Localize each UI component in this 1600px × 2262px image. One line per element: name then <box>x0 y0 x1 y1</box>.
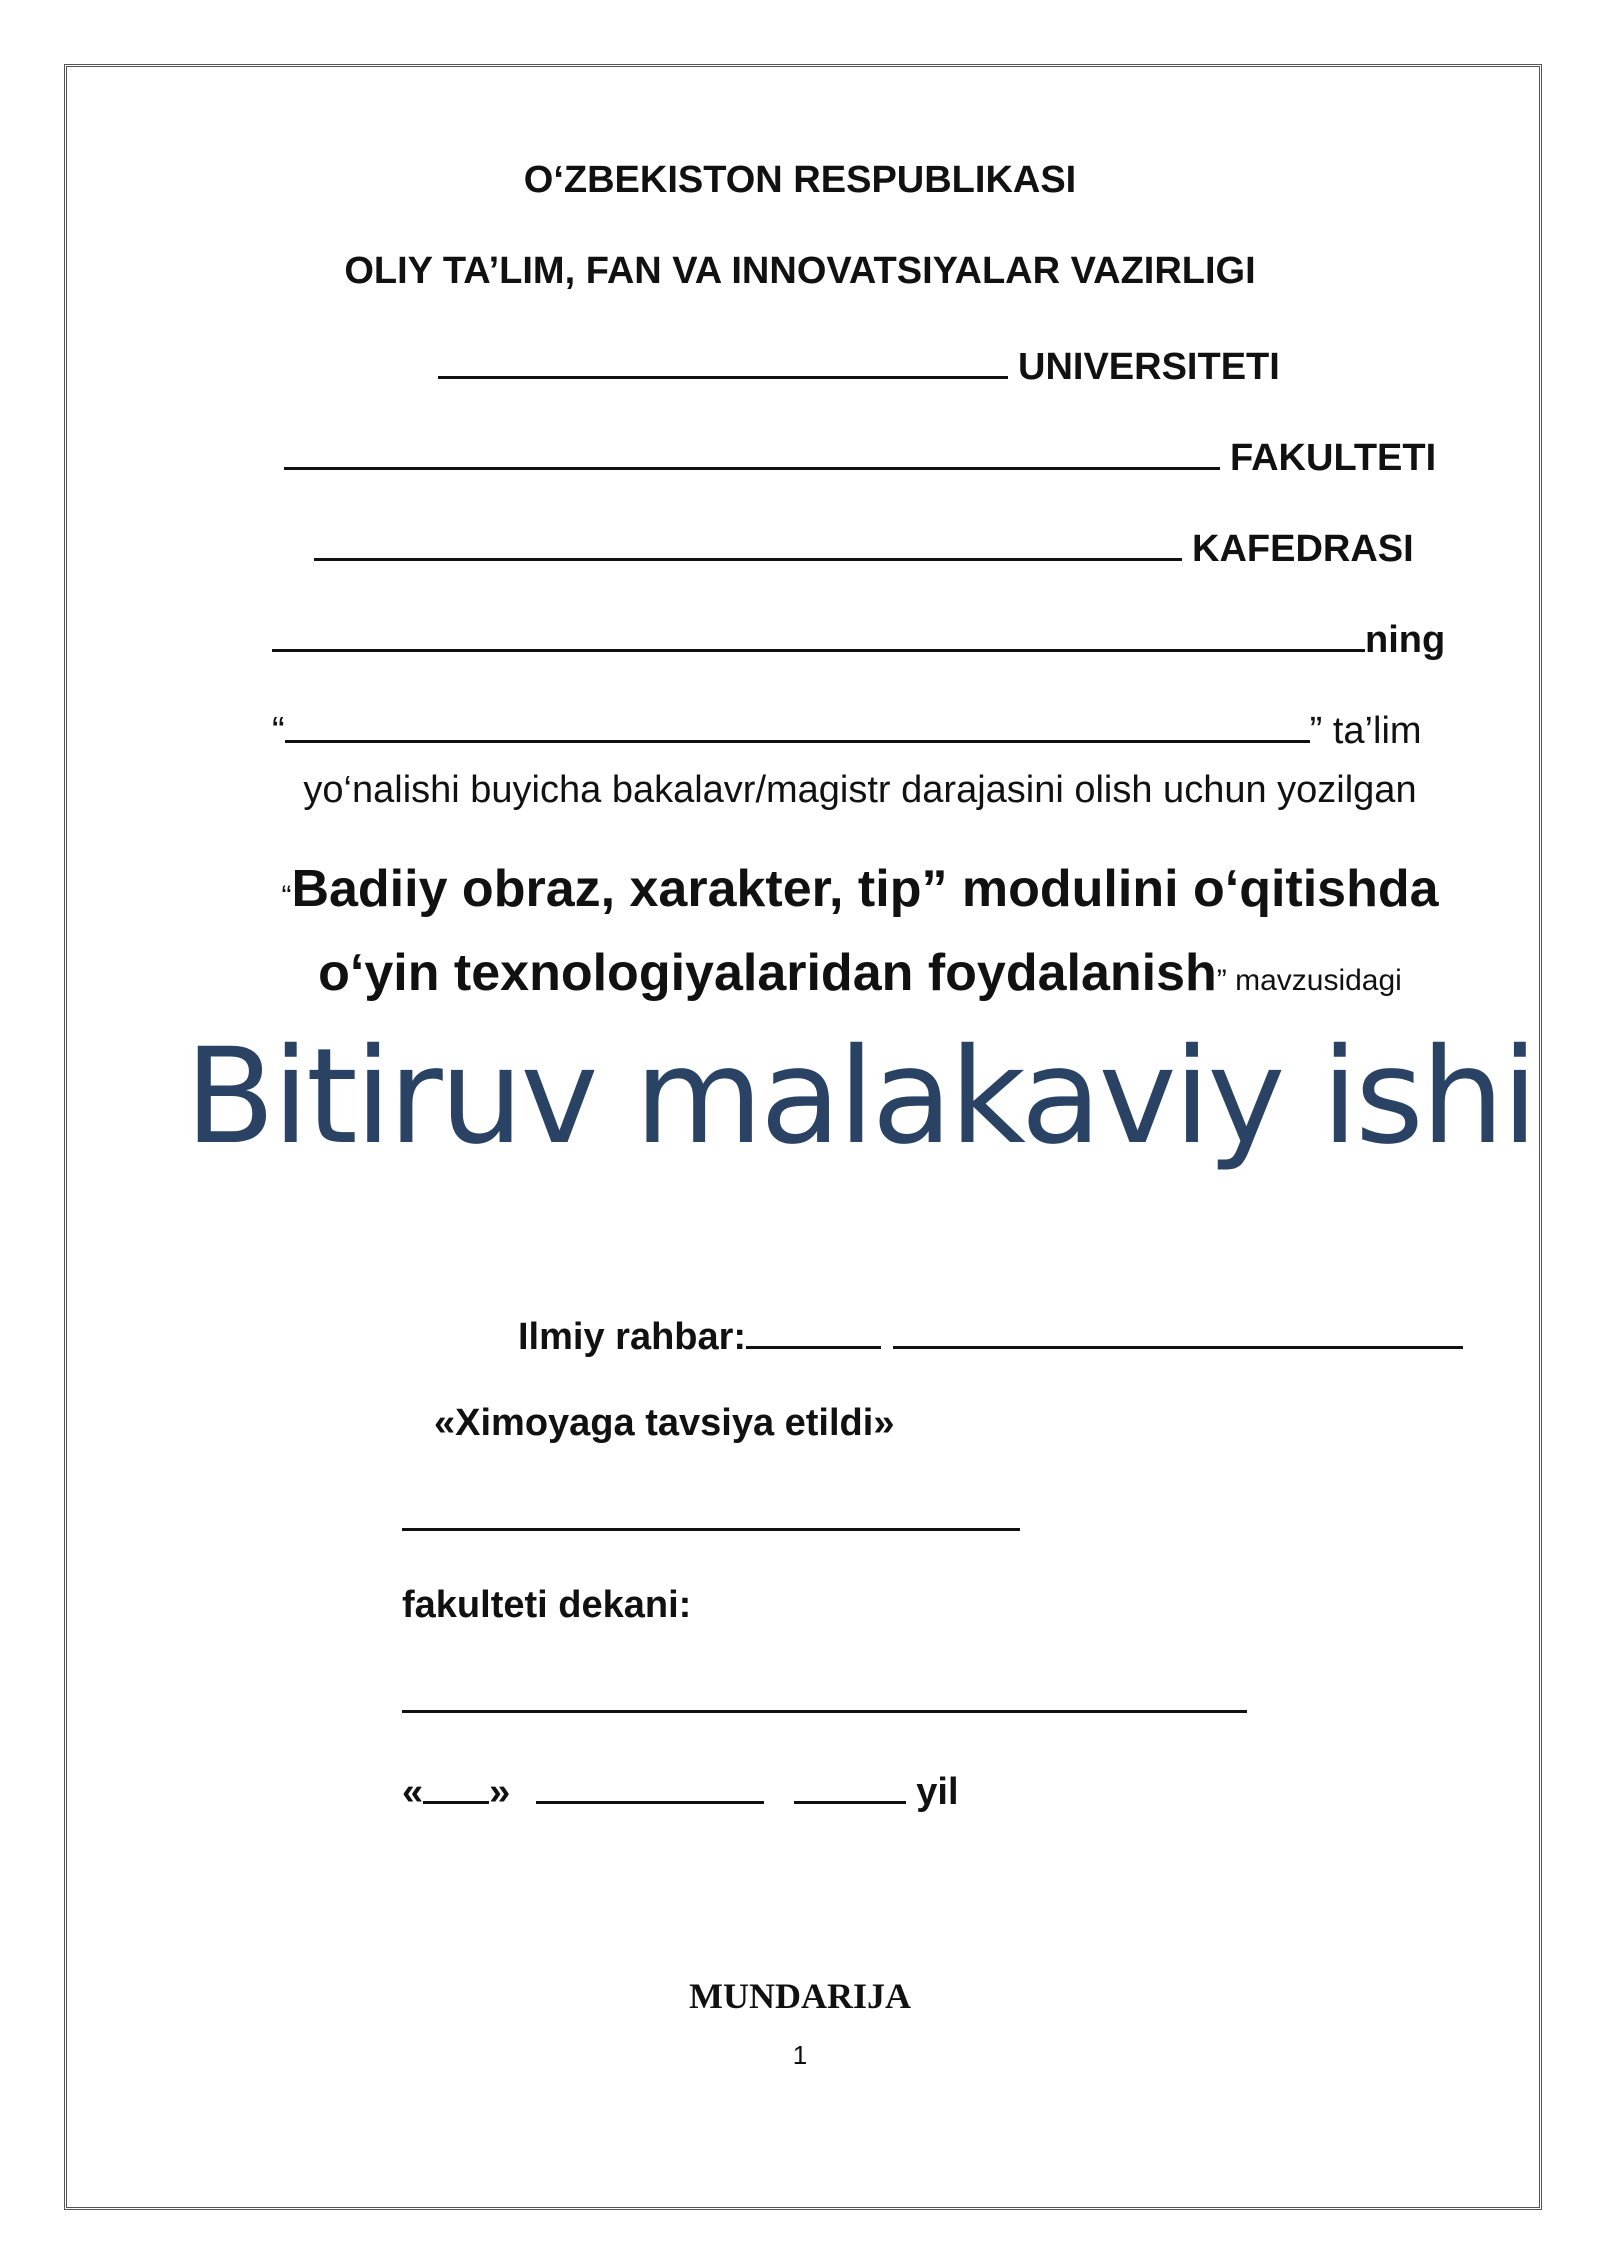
dean-signature-blank <box>402 1674 1247 1713</box>
supervisor-line <box>518 1310 1463 1361</box>
university-label: UNIVERSITETI <box>1018 346 1280 388</box>
faculty-blank <box>284 431 1220 470</box>
student-name-blank <box>272 613 1365 652</box>
supervisor-blank-long <box>893 1310 1463 1349</box>
university-blank <box>438 340 1008 379</box>
supervisor-label: Ilmiy rahbar: <box>518 1316 747 1358</box>
date-line <box>402 1765 959 1816</box>
university-line <box>438 340 1280 391</box>
topic-line-1 <box>60 858 1600 920</box>
department-blank <box>314 522 1182 561</box>
topic-open-quote: “ <box>281 880 292 913</box>
topic-line-2 <box>60 942 1600 1004</box>
direction-tail: ” ta’lim <box>1309 710 1422 752</box>
faculty-label: FAKULTETI <box>1230 437 1437 479</box>
year-label: yil <box>916 1771 959 1813</box>
supervisor-blank-short <box>746 1310 881 1349</box>
work-title: Bitiruv malakaviy ishi <box>184 1020 1536 1174</box>
direction-open-quote: “ <box>272 710 285 752</box>
date-open-quote: « <box>402 1771 424 1813</box>
ministry-heading: OLIY TA’LIM, FAN VA INNOVATSIYALAR VAZIRLIGI <box>344 250 1256 292</box>
faculty-line <box>284 431 1436 482</box>
ning-label: ning <box>1365 619 1446 661</box>
page-number: 1 <box>792 2040 808 2070</box>
faculty-name-blank <box>402 1492 1020 1531</box>
direction-line <box>272 704 1422 755</box>
topic-text-2: o‘yin texnologiyalaridan foydalanish <box>318 944 1217 1002</box>
topic-closing: ” mavzusidagi <box>1216 964 1402 997</box>
student-name-line <box>272 613 1445 664</box>
recommended-label: «Ximoyaga tavsiya etildi» <box>434 1402 895 1444</box>
day-blank <box>423 1765 489 1804</box>
dean-label: fakulteti dekani: <box>402 1584 692 1626</box>
contents-heading: MUNDARIJA <box>689 1976 911 2016</box>
topic-text-1: Badiiy obraz, xarakter, tip” modulini o‘qitishda <box>291 860 1439 918</box>
date-close-quote: » <box>489 1771 511 1813</box>
republic-heading: O‘ZBEKISTON RESPUBLIKASI <box>523 159 1077 201</box>
year-blank <box>794 1765 906 1804</box>
faculty-name-line <box>402 1492 1020 1543</box>
direction-blank <box>285 704 1310 743</box>
department-line <box>314 522 1414 573</box>
month-blank <box>536 1765 764 1804</box>
dean-signature-line <box>402 1674 1247 1725</box>
department-label: KAFEDRASI <box>1192 528 1414 570</box>
degree-line: yo‘nalishi buyicha bakalavr/magistr darajasini olish uchun yozilgan <box>303 769 1417 811</box>
